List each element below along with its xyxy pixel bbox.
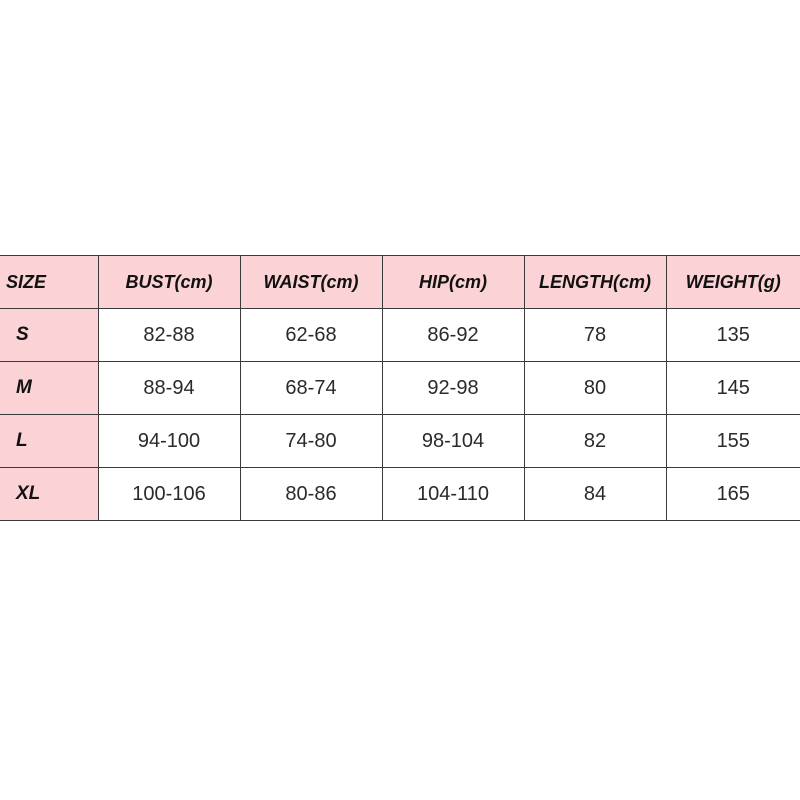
hip-cell: 104-110 [382,468,524,521]
length-cell: 84 [524,468,666,521]
header-weight: WEIGHT(g) [666,256,800,309]
header-row [0,256,800,309]
header-length: LENGTH(cm) [524,256,666,309]
hip-cell: 92-98 [382,362,524,415]
bust-cell: 94-100 [98,415,240,468]
hip-cell: 98-104 [382,415,524,468]
waist-cell: 74-80 [240,415,382,468]
header-bust: BUST(cm) [98,256,240,309]
waist-cell: 80-86 [240,468,382,521]
size-label: M [0,362,98,415]
bust-cell: 82-88 [98,309,240,362]
table-row [0,362,800,415]
size-label: XL [0,468,98,521]
length-cell: 80 [524,362,666,415]
size-label: S [0,309,98,362]
bust-cell: 100-106 [98,468,240,521]
size-chart-table [0,255,800,521]
header-waist: WAIST(cm) [240,256,382,309]
length-cell: 78 [524,309,666,362]
hip-cell: 86-92 [382,309,524,362]
weight-cell: 165 [666,468,800,521]
table-row [0,468,800,521]
length-cell: 82 [524,415,666,468]
weight-cell: 155 [666,415,800,468]
waist-cell: 62-68 [240,309,382,362]
size-label: L [0,415,98,468]
weight-cell: 145 [666,362,800,415]
header-hip: HIP(cm) [382,256,524,309]
bust-cell: 88-94 [98,362,240,415]
waist-cell: 68-74 [240,362,382,415]
header-size: SIZE [0,256,98,309]
weight-cell: 135 [666,309,800,362]
table-row [0,415,800,468]
table-row [0,309,800,362]
